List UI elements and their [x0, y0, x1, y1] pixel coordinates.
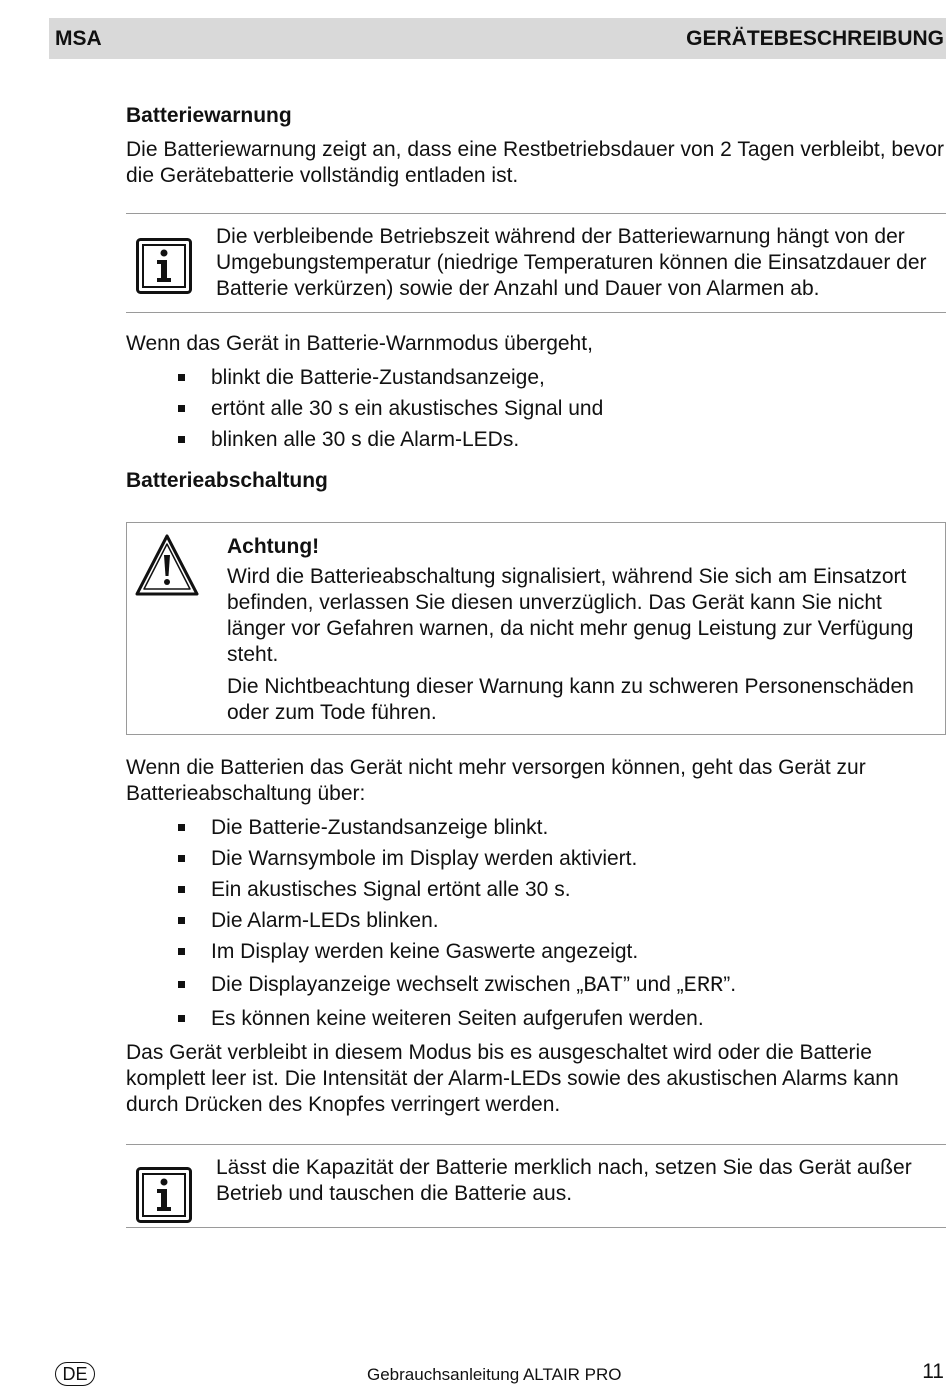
page-header [49, 18, 946, 59]
info-icon [136, 238, 192, 294]
list-item: blinken alle 30 s die Alarm-LEDs. [178, 427, 946, 453]
list-item: Die Warnsymbole im Display werden aktiviert. [178, 846, 946, 872]
warning-text-2: Die Nichtbeachtung dieser Warnung kann zu schweren Personenschäden oder zum Tode führen. [227, 675, 914, 724]
list-item: Die Alarm-LEDs blinken. [178, 908, 946, 934]
info-note-1-text: Die verbleibende Betriebszeit während der Batteriewarnung hängt von der Umgebungstemperatur (niedrige Temperaturen können die Einsatzdauer der Batterie verkürzen) sowie der Anzahl und Dauer von Alarmen ab. [216, 225, 927, 300]
footer-title: Gebrauchsanleitung ALTAIR PRO [367, 1365, 622, 1384]
display-code-err: ERR [683, 973, 724, 998]
page-number: 11 [922, 1360, 944, 1383]
list-item: Ein akustisches Signal ertönt alle 30 s. [178, 877, 946, 903]
section-title-batterieabschaltung: Batterieabschaltung [126, 469, 328, 492]
header-brand: MSA [55, 26, 102, 50]
list-item: Die Batterie-Zustandsanzeige blinkt. [178, 815, 946, 841]
list-item: ertönt alle 30 s ein akustisches Signal und [178, 396, 946, 422]
list-item: blinkt die Batterie-Zustandsanzeige, [178, 365, 946, 391]
section-title-batteriewarnung: Batteriewarnung [126, 104, 292, 127]
display-code-bat: BAT [583, 973, 623, 998]
warning-triangle-icon [135, 533, 199, 597]
shutdown-list [126, 815, 946, 1032]
warning-heading: Achtung! [227, 535, 320, 558]
header-section: GERÄTEBESCHREIBUNG [686, 26, 944, 50]
list-item-display: Die Displayanzeige wechselt zwischen „BAT” und „ERR”. [178, 972, 946, 999]
list-item: Im Display werden keine Gaswerte angezeigt. [178, 939, 946, 965]
info-icon [136, 1167, 192, 1223]
battery-warning-text: Die Batteriewarnung zeigt an, dass eine Restbetriebsdauer von 2 Tagen verbleibt, bevor die Gerätebatterie vollständig entladen ist. [126, 138, 944, 187]
warning-mode-list [126, 365, 946, 453]
shutdown-intro: Wenn die Batterien das Gerät nicht mehr versorgen können, geht das Gerät zur Batterieabschaltung über: [126, 756, 866, 805]
page-content [126, 102, 946, 1228]
language-badge: DE [55, 1362, 95, 1386]
info-note-2-text: Lässt die Kapazität der Batterie merklich nach, setzen Sie das Gerät außer Betrieb und tauschen die Batterie aus. [216, 1156, 912, 1205]
info-note-1 [126, 213, 946, 313]
list-item: Es können keine weiteren Seiten aufgerufen werden. [178, 1006, 946, 1032]
shutdown-outro: Das Gerät verbleibt in diesem Modus bis es ausgeschaltet wird oder die Batterie komplett leer ist. Die Intensität der Alarm-LEDs sowie des akustischen Alarms kann durch Drücken des Knopfes verringert werden. [126, 1041, 899, 1116]
warning-box [126, 522, 946, 735]
warning-text-1: Wird die Batterieabschaltung signalisiert, während Sie sich am Einsatzort befinden, verlassen Sie diesen unverzüglich. Das Gerät kann Sie nicht länger vor Gefahren warnen, da nicht mehr genug Leistung zur Verfügung steht. [227, 565, 914, 666]
info-note-2 [126, 1144, 946, 1228]
warning-mode-intro: Wenn das Gerät in Batterie-Warnmodus übergeht, [126, 332, 593, 355]
